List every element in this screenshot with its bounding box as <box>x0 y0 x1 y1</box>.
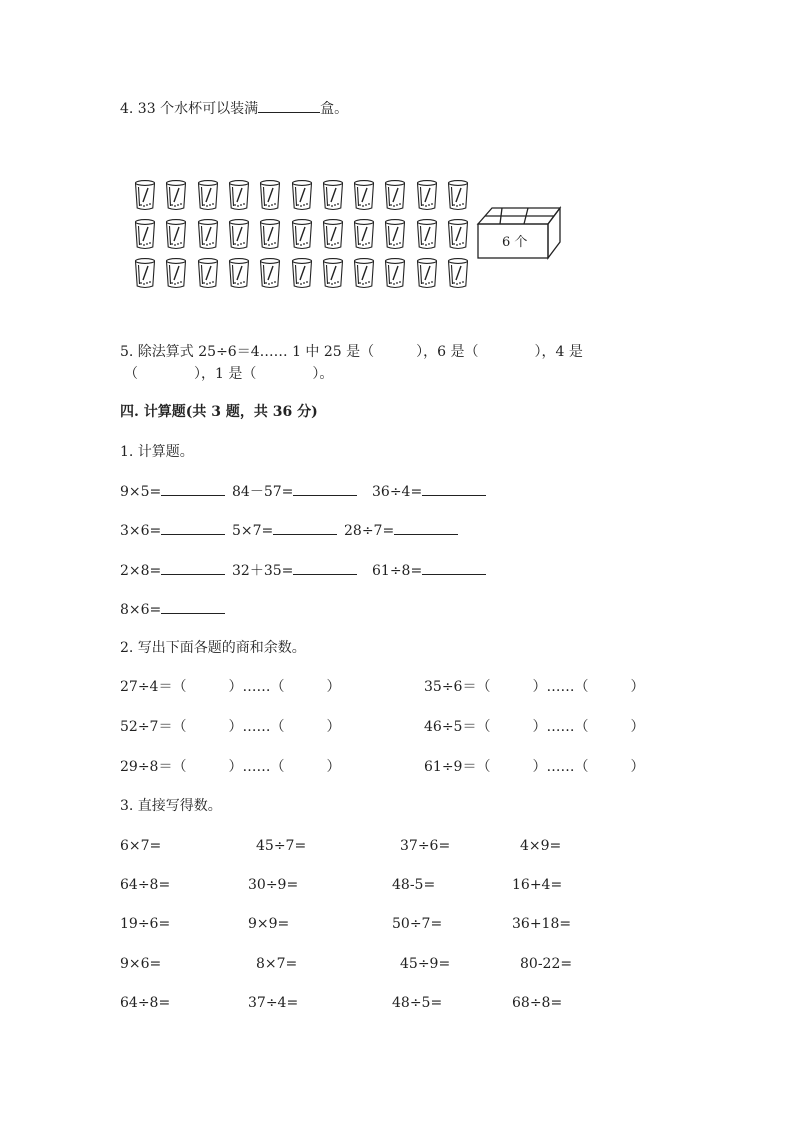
cup-icon <box>134 219 156 250</box>
calc3-item[interactable]: 64÷8= <box>120 995 171 1011</box>
answer-blank[interactable] <box>161 481 225 496</box>
cup-icon <box>197 180 219 211</box>
answer-blank[interactable] <box>161 520 225 535</box>
calc3-item[interactable]: 6×7= <box>120 838 162 854</box>
cup-icon <box>416 180 438 211</box>
cup-icon <box>322 219 344 250</box>
cup-icon <box>353 258 375 289</box>
cup-icon <box>291 258 313 289</box>
cup-icon <box>228 258 250 289</box>
cup-icon <box>197 219 219 250</box>
calc1-row <box>120 520 225 541</box>
calc1-expr: 3×6= <box>120 523 162 539</box>
cup-icon <box>416 258 438 289</box>
answer-blank[interactable] <box>258 98 320 113</box>
calc3-item[interactable]: 37÷6= <box>400 838 451 854</box>
calc1-expr: 8×6= <box>120 602 162 618</box>
calc2-item[interactable]: 35÷6＝（ ）……（ ） <box>424 679 645 695</box>
cup-icon <box>259 180 281 211</box>
cup-icon <box>416 219 438 250</box>
calc2-item[interactable]: 29÷8＝（ ）……（ ） <box>120 759 341 775</box>
calc1-row <box>120 481 225 502</box>
calc2-item[interactable]: 46÷5＝（ ）……（ ） <box>424 719 645 735</box>
cup-icon <box>165 258 187 289</box>
calc3-item[interactable]: 36+18= <box>512 916 572 932</box>
calc1-cell <box>372 481 486 502</box>
calc2-item[interactable]: 52÷7＝（ ）……（ ） <box>120 719 341 735</box>
cup-icon <box>165 180 187 211</box>
answer-blank[interactable] <box>273 520 337 535</box>
calc1-expr: 36÷4= <box>372 484 423 500</box>
calc3-item[interactable]: 48÷5= <box>392 995 443 1011</box>
answer-blank[interactable] <box>422 560 486 575</box>
calc3-item[interactable]: 16+4= <box>512 877 563 893</box>
section-heading: 四. 计算题(共 3 题，共 36 分) <box>120 404 318 420</box>
q5-line2: （ ），1 是（ ）。 <box>124 366 334 382</box>
cup-icon <box>197 258 219 289</box>
answer-blank[interactable] <box>161 560 225 575</box>
calc1-cell <box>372 560 486 581</box>
calc3-item[interactable]: 19÷6= <box>120 916 171 932</box>
cup-icon <box>384 180 406 211</box>
q4-suffix: 盒。 <box>320 101 349 117</box>
cup-icon <box>228 180 250 211</box>
calc3-item[interactable]: 45÷9= <box>400 956 451 972</box>
calc3-item[interactable]: 68÷8= <box>512 995 563 1011</box>
calc3-item[interactable]: 30÷9= <box>248 877 299 893</box>
calc1-expr: 61÷8= <box>372 563 423 579</box>
calc3-title: 3. 直接写得数。 <box>120 798 222 814</box>
calc3-item[interactable]: 80-22= <box>520 956 573 972</box>
calc1-cell <box>344 520 458 541</box>
calc1-expr: 2×8= <box>120 563 162 579</box>
calc3-item[interactable]: 45÷7= <box>256 838 307 854</box>
cup-icon <box>165 219 187 250</box>
calc3-item[interactable]: 50÷7= <box>392 916 443 932</box>
calc1-expr: 5×7= <box>232 523 274 539</box>
cup-icon <box>353 180 375 211</box>
calc3-item[interactable]: 4×9= <box>520 838 562 854</box>
cup-icon <box>322 258 344 289</box>
box-label: 6 个 <box>502 235 528 250</box>
calc1-expr: 84－57= <box>232 484 294 500</box>
cup-icon <box>134 258 156 289</box>
calc3-item[interactable]: 9×9= <box>248 916 290 932</box>
calc3-item[interactable]: 9×6= <box>120 956 162 972</box>
answer-blank[interactable] <box>293 560 357 575</box>
cup-icon <box>353 219 375 250</box>
calc1-expr: 32＋35= <box>232 563 294 579</box>
q4-prefix: 4. 33 个水杯可以装满 <box>120 101 259 117</box>
answer-blank[interactable] <box>293 481 357 496</box>
calc1-expr: 28÷7= <box>344 523 395 539</box>
cup-icon <box>291 219 313 250</box>
calc1-cell <box>232 560 357 581</box>
calc1-row <box>120 560 225 581</box>
calc3-item[interactable]: 37÷4= <box>248 995 299 1011</box>
calc1-expr: 9×5= <box>120 484 162 500</box>
calc1-title: 1. 计算题。 <box>120 444 194 460</box>
cup-icon <box>291 180 313 211</box>
cup-icon <box>384 258 406 289</box>
cup-icon <box>228 219 250 250</box>
calc2-title: 2. 写出下面各题的商和余数。 <box>120 640 306 656</box>
calc2-item[interactable]: 61÷9＝（ ）……（ ） <box>424 759 645 775</box>
calc1-cell <box>232 520 337 541</box>
q5-line1: 5. 除法算式 25÷6＝4…… 1 中 25 是（ ），6 是（ ），4 是 <box>120 344 583 360</box>
cup-icon <box>259 258 281 289</box>
cup-icon <box>447 219 469 250</box>
answer-blank[interactable] <box>161 599 225 614</box>
answer-blank[interactable] <box>394 520 458 535</box>
q4-text <box>120 98 348 119</box>
calc2-item[interactable]: 27÷4＝（ ）……（ ） <box>120 679 341 695</box>
calc3-item[interactable]: 64÷8= <box>120 877 171 893</box>
answer-blank[interactable] <box>422 481 486 496</box>
cup-icon <box>134 180 156 211</box>
cup-icon <box>384 219 406 250</box>
cup-icon <box>447 180 469 211</box>
calc3-item[interactable]: 48-5= <box>392 877 436 893</box>
calc1-cell <box>232 481 357 502</box>
cup-icon <box>259 219 281 250</box>
cup-icon <box>447 258 469 289</box>
cup-icon <box>322 180 344 211</box>
calc3-item[interactable]: 8×7= <box>256 956 298 972</box>
calc1-row <box>120 599 225 620</box>
